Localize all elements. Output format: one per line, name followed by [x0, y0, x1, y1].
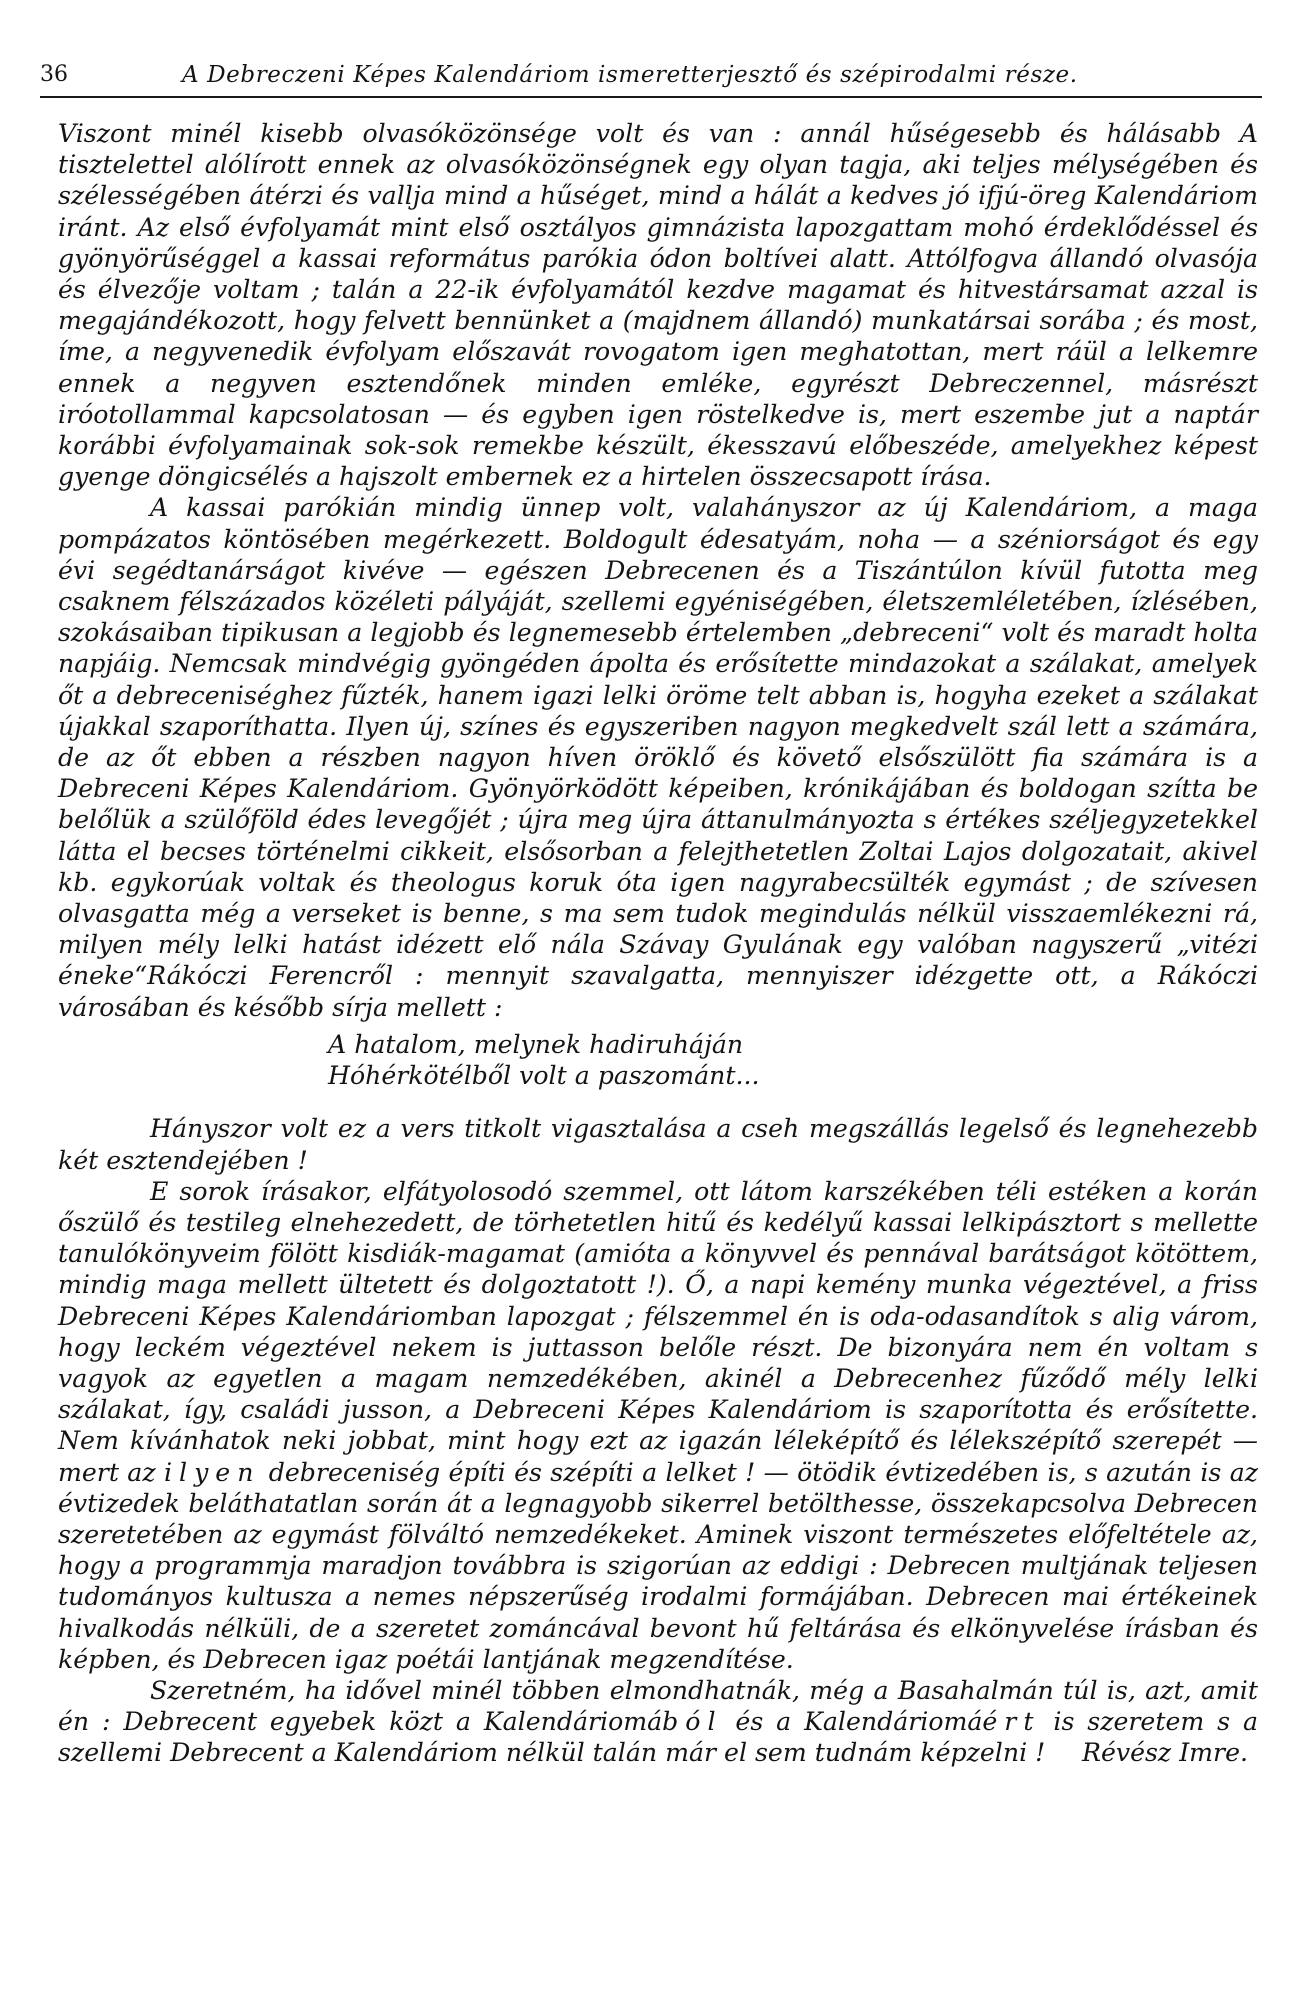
spaced-word-ilyen: ilyen	[163, 1457, 261, 1487]
page-number: 36	[40, 62, 68, 87]
paragraph-4-part-2: debreceniség építi és szépíti a lelket ! — ötödik évtizedében is, s azután is az évtizedek beláthatatlan során át a legnagyobb sikerrel betölthesse, összekapcsolva Debrecen szeretetében az egymást fölváltó nemzedékeket. Aminek viszont természetes előfeltétele az, hogy a programmja maradjon továbbra is szigorúan az eddigi : Debrecen multjának teljesen tudományos kultusza a nemes népszerűség irodalmi formájában. Debrecen mai értékeinek hivalkodás nélküli, de a szeretet zománcával bevont hű feltárása és elkönyvelése írásban és képben, és Debrecen igaz poétái lantjának megzendítése.	[58, 1457, 1258, 1674]
running-title: A Debreczeni Képes Kalendáriom ismeretterjesztő és szépirodalmi része.	[182, 62, 1078, 88]
spaced-suffix-bol: ból	[662, 1707, 723, 1737]
spaced-suffix-ert: ért	[982, 1707, 1041, 1737]
verse-line-2: Hóhérkötélből volt a paszománt...	[328, 1061, 760, 1091]
paragraph-5-part-2: és a Kalendáriomá	[735, 1707, 983, 1737]
paragraph-5-part-3: is szeretem s a szellemi Debrecent a Kalendáriom nélkül talán már el sem tudnám képzelni !	[58, 1707, 1258, 1768]
paragraph-1: Viszont minél kisebb olvasóközönsége volt és van : annál hűségesebb és hálásabb A tisztelettel alólírott ennek az olvasóközönségnek egy olyan tagja, aki teljes mélységében és szélességében átérzi és vallja mind a hűséget, mind a hálát a kedves jó ifjú-öreg Kalendáriom iránt. Az első évfolyamát mint első osztályos gimnázista lapozgattam mohó érdeklődéssel és gyönyörűséggel a kassai református parókia ódon boltívei alatt. Attólfogva állandó olvasója és élvezője voltam ; talán a 22-ik évfolyamától kezdve magamat és hitvestársamat azzal is megajándékozott, hogy felvett bennünket a (majdnem állandó) munkatársai sorába ; és most, íme, a negyvenedik évfolyam előszavát rovogatom igen meghatottan, mert ráül a lelkemre ennek a negyven esztendőnek minden emléke, egyrészt Debreczennel, másrészt iróotollammal kapcsolatosan — és egyben igen röstelkedve is, mert eszembe jut a naptár korábbi évfolyamainak sok-sok remekbe készült, ékesszavú előbeszéde, amelyekhez képest gyenge döngicsélés a hajszolt embernek ez a hirtelen összecsapott írása.	[58, 119, 1258, 492]
article-body	[58, 118, 1258, 1769]
paragraph-4	[58, 1176, 1258, 1675]
paragraph-3: Hányszor volt ez a vers titkolt vigasztalása a cseh megszállás legelső és legnehezebb két esztendejében !	[58, 1114, 1258, 1175]
verse-line-1: A hatalom, melynek hadiruháján	[328, 1029, 744, 1059]
page-header	[40, 62, 1260, 96]
paragraph-4-part-1: E sorok írásakor, elfátyolosodó szemmel, ott látom karszékében téli estéken a korán őszülő és testileg elnehezedett, de törhetetlen hitű és kedélyű kassai lelkipásztort s mellette tanulókönyveim fölött kisdiák-magamat (amióta a könyvvel és pennával barátságot kötöttem, mindig maga mellett ültetett és dolgoztatott !). Ő, a napi kemény munka végeztével, a friss Debreceni Képes Kalendáriomban lapozgat ; félszemmel én is oda-odasandítok s alig várom, hogy leckém végeztével nekem is juttasson belőle részt. De bizonyára nem én voltam s vagyok az egyetlen a magam nemzedékében, akinél a Debrecenhez fűződő mély lelki szálakat, így, családi jusson, a Debreceni Képes Kalendáriom is szaporította és erősítette. Nem kívánhatok neki jobbat, mint hogy ezt az igazán léleképítő és lélekszépítő szerepét — mert az	[58, 1176, 1258, 1487]
paragraph-5-part-1: Szeretném, ha idővel minél többen elmondhatnák, még a Basahalmán túl is, azt, amit én : Debrecent egyebek közt a Kalendáriomá	[58, 1675, 1258, 1737]
verse-quote	[328, 1029, 1258, 1091]
header-rule	[40, 96, 1262, 98]
paragraph-2: A kassai parókián mindig ünnep volt, valahányszor az új Kalendáriom, a maga pompázatos köntösében megérkezett. Boldogult édesatyám, noha — a széniorságot és egy évi segédtanárságot kivéve — egészen Debrecenen és a Tiszántúlon kívül futotta meg csaknem félszázados közéleti pályáját, szellemi egyéniségében, életszemléletében, ízlésében, szokásaiban tipikusan a legjobb és legnemesebb értelemben „debreceni“ volt és maradt holta napjáig. Nemcsak mindvégig gyöngéden ápolta és erősítette mindazokat a szálakat, amelyek őt a debreceniséghez fűzték, hanem igazi lelki öröme telt abban is, hogyha ezeket a szálakat újakkal szaporíthatta. Ilyen új, színes és egyszeriben nagyon megkedvelt szál lett a számára, de az őt ebben a részben nagyon híven öröklő és követő elsőszülött fia számára is a Debreceni Képes Kalendáriom. Gyönyörködött képeiben, krónikájában és boldogan szítta be belőlük a szülőföld édes levegőjét ; újra meg újra áttanulmányozta s értékes széljegyzetekkel látta el becses történelmi cikkeit, elsősorban a felejthetetlen Zoltai Lajos dolgozatait, akivel kb. egykorúak voltak és theologus koruk óta igen nagyrabecsülték egymást ; de szívesen olvasgatta még a verseket is benne, s ma sem tudok megindulás nélkül visszaemlékezni rá, milyen mély lelki hatást idézett elő nála Szávay Gyulának egy valóban nagyszerű „vitézi éneke“Rákóczi Ferencről : mennyit szavalgatta, mennyiszer idézgette ott, a Rákóczi városában és később sírja mellett :	[58, 493, 1258, 1022]
author-signature: Révész Imre.	[1082, 1738, 1248, 1768]
